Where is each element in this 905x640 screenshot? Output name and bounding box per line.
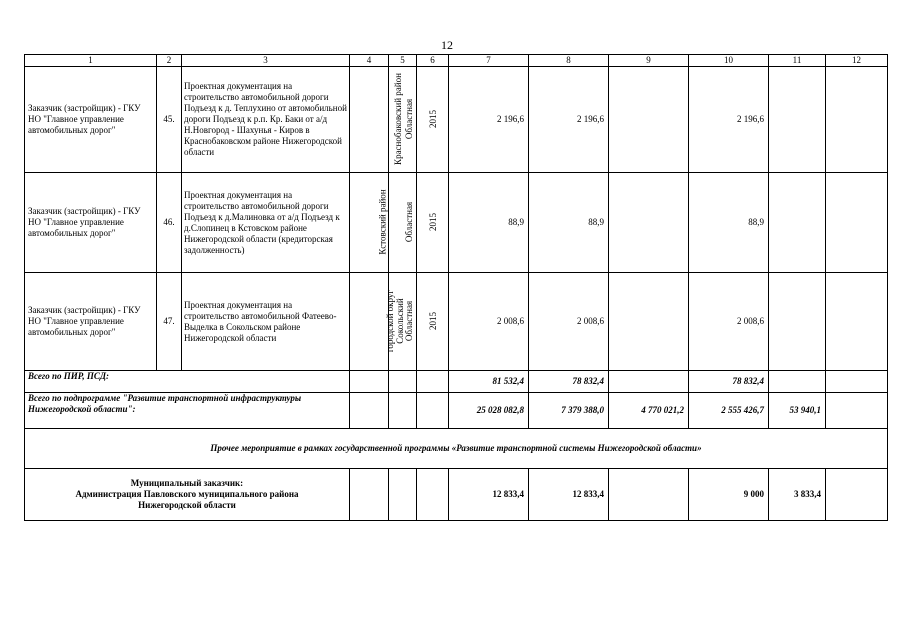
customer-cell: Заказчик (застройщик) - ГКУ НО "Главное управление автомобильных дорог"	[25, 173, 157, 273]
header-cell: 9	[609, 55, 689, 67]
year-cell	[417, 67, 449, 173]
value-cell-9	[609, 273, 689, 371]
value-cell-8: 2 196,6	[529, 67, 609, 173]
header-row	[25, 55, 888, 67]
value-cell-10: 2 008,6	[689, 273, 769, 371]
header-cell: 10	[689, 55, 769, 67]
level-text: Областная	[404, 201, 415, 243]
budget-table	[24, 54, 888, 521]
total-pir-value-12	[826, 371, 888, 393]
year-text: 2015	[427, 213, 438, 231]
year-text: 2015	[427, 312, 438, 330]
header-cell: 5	[389, 55, 417, 67]
total-pir-value-11	[769, 371, 826, 393]
row-number: 46.	[157, 173, 182, 273]
total-pir-value-7: 81 532,4	[449, 371, 529, 393]
year-cell	[417, 273, 449, 371]
municipal-value-9	[609, 469, 689, 521]
total-pir-value-10: 78 832,4	[689, 371, 769, 393]
value-cell-8: 88,9	[529, 173, 609, 273]
value-cell-11	[769, 273, 826, 371]
page-number: 12	[441, 38, 453, 52]
district-text: Краснобаковский район	[393, 73, 403, 165]
municipal-value-10: 9 000	[689, 469, 769, 521]
district-cell	[350, 67, 403, 173]
total-sub-value-7: 25 028 082,8	[449, 393, 529, 429]
header-cell: 12	[826, 55, 888, 67]
header-cell: 1	[25, 55, 157, 67]
level-cell	[389, 173, 417, 273]
value-cell-8: 2 008,6	[529, 273, 609, 371]
header-cell: 11	[769, 55, 826, 67]
customer-cell: Заказчик (застройщик) - ГКУ НО "Главное управление автомобильных дорог"	[25, 67, 157, 173]
table-row	[25, 173, 888, 273]
municipal-value-12	[826, 469, 888, 521]
year-cell	[417, 173, 449, 273]
header-cell: 2	[157, 55, 182, 67]
customer-cell: Заказчик (застройщик) - ГКУ НО "Главное управление автомобильных дорог"	[25, 273, 157, 371]
description-cell: Проектная документация на строительство автомобильной дороги Подъезд к д.Малиновка от а/д Подъезд к д.Слопинец в Кстовском районе Нижегородской области (кредиторская задолженность)	[182, 173, 350, 273]
description-cell: Проектная документация на строительство автомобильной дороги Подъезд к д. Теплухино от автомобильной дороги Подъезд к р.п. Кр. Баки от а/д Н.Новгород - Шахунья - Киров в Краснобаковском районе Нижегородской области	[182, 67, 350, 173]
value-cell-12	[826, 67, 888, 173]
value-cell-11	[769, 67, 826, 173]
description-cell: Проектная документация на строительство автомобильной Фатеево-Выделка в Сокольском районе Нижегородской области	[182, 273, 350, 371]
district-cell	[350, 173, 389, 273]
section-title: Прочее мероприятие в рамках государственной программы «Развитие транспортной системы Нижегородской области»	[25, 429, 888, 469]
municipal-value-11: 3 833,4	[769, 469, 826, 521]
district-text: городской округ Сокольский	[385, 289, 405, 353]
year-text: 2015	[427, 110, 438, 128]
municipal-row	[25, 469, 888, 521]
value-cell-7: 2 196,6	[449, 67, 529, 173]
total-pir-value-9	[609, 371, 689, 393]
row-number: 47.	[157, 273, 182, 371]
level-text: Областная	[404, 98, 415, 140]
total-pir-value-8: 78 832,4	[529, 371, 609, 393]
municipal-label-line1: Муниципальный заказчик:	[130, 478, 244, 488]
total-sub-value-12	[826, 393, 888, 429]
total-sub-value-11: 53 940,1	[769, 393, 826, 429]
municipal-label-line2: Администрация Павловского муниципального района	[75, 489, 299, 499]
municipal-value-7: 12 833,4	[449, 469, 529, 521]
total-subprogram-label: Всего по подпрограмме "Развитие транспортной инфраструктуры Нижегородской области":	[25, 393, 350, 429]
header-cell: 6	[417, 55, 449, 67]
total-pir-label: Всего по ПИР, ПСД:	[25, 371, 350, 393]
municipal-label	[25, 469, 350, 521]
value-cell-9	[609, 173, 689, 273]
total-sub-value-10: 2 555 426,7	[689, 393, 769, 429]
total-sub-value-9: 4 770 021,2	[609, 393, 689, 429]
district-text: Кстовский район	[377, 189, 388, 255]
header-cell: 4	[350, 55, 389, 67]
value-cell-9	[609, 67, 689, 173]
level-text: Областная	[404, 300, 415, 342]
total-sub-value-8: 7 379 388,0	[529, 393, 609, 429]
header-cell: 3	[182, 55, 350, 67]
total-pir-row	[25, 371, 888, 393]
value-cell-12	[826, 273, 888, 371]
district-cell	[350, 273, 405, 371]
value-cell-7: 88,9	[449, 173, 529, 273]
table-row	[25, 273, 888, 371]
municipal-label-line3: Нижегородской области	[138, 500, 236, 510]
value-cell-7: 2 008,6	[449, 273, 529, 371]
section-row	[25, 429, 888, 469]
table-row	[25, 67, 888, 173]
value-cell-11	[769, 173, 826, 273]
header-cell: 7	[449, 55, 529, 67]
header-cell: 8	[529, 55, 609, 67]
municipal-value-8: 12 833,4	[529, 469, 609, 521]
value-cell-10: 2 196,6	[689, 67, 769, 173]
row-number: 45.	[157, 67, 182, 173]
total-subprogram-row	[25, 393, 888, 429]
value-cell-12	[826, 173, 888, 273]
value-cell-10: 88,9	[689, 173, 769, 273]
